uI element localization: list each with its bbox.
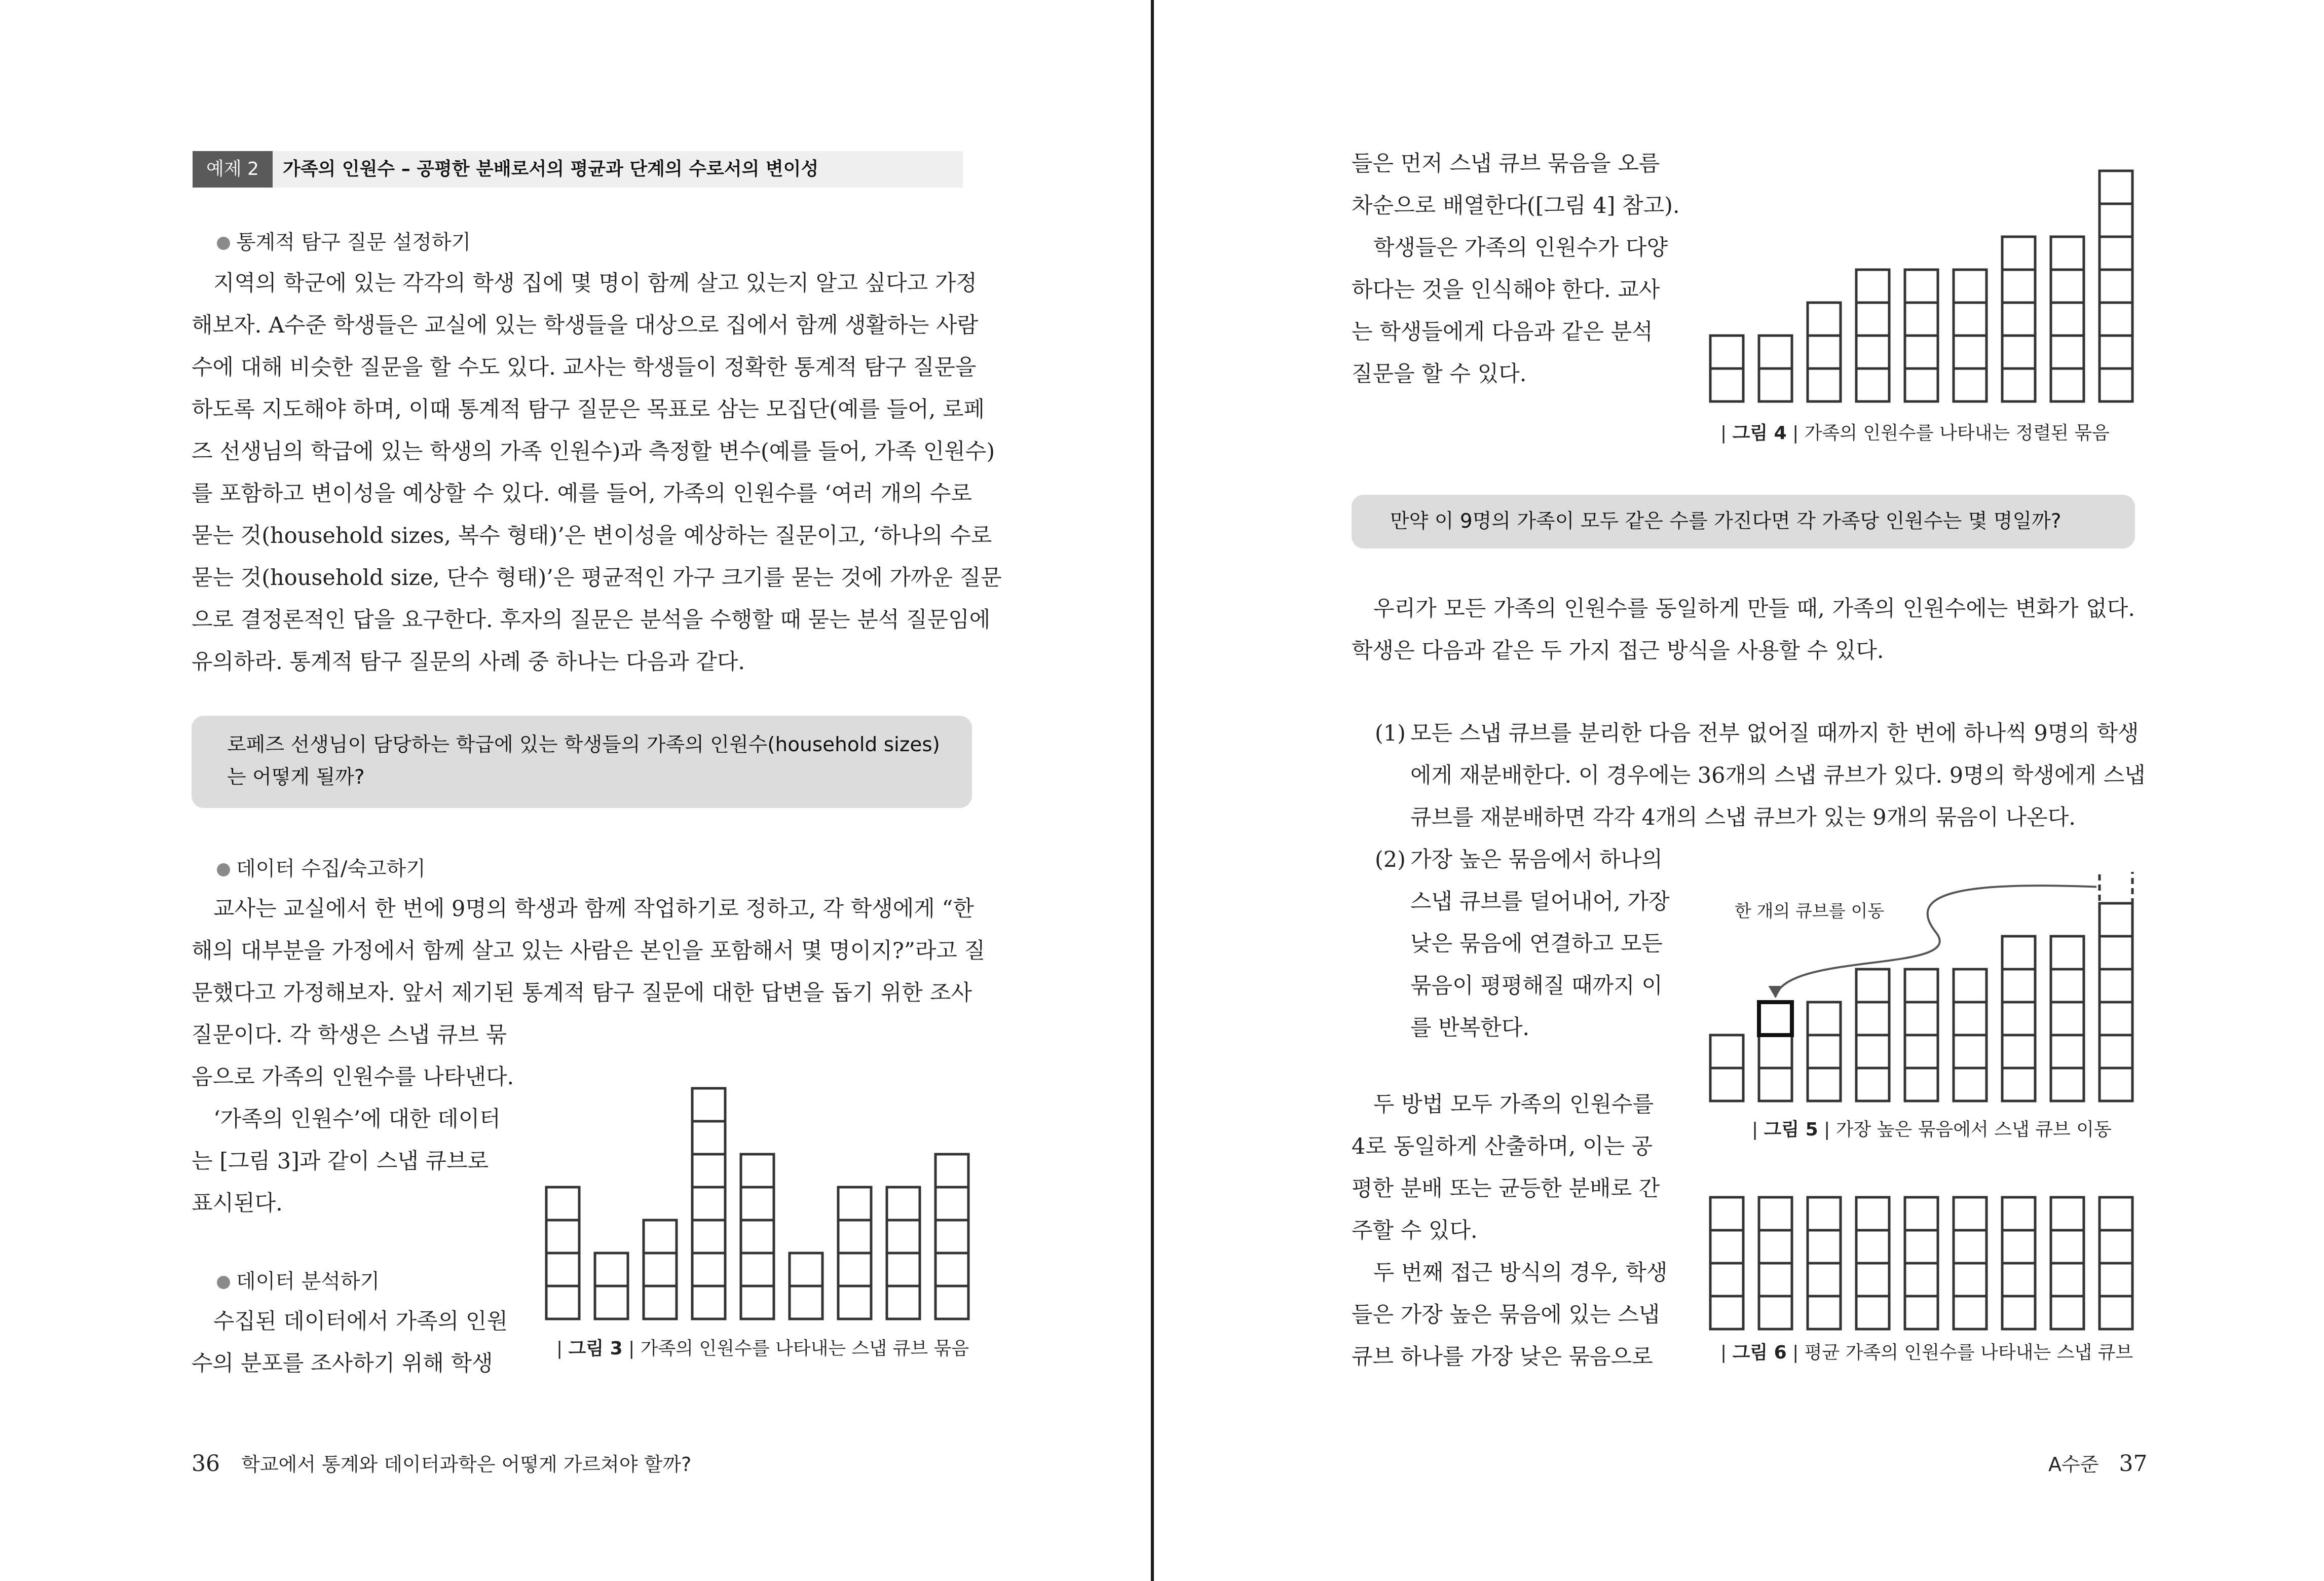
list-item-marker: (1) bbox=[1375, 721, 1406, 746]
snap-cube bbox=[1759, 1197, 1792, 1230]
page-number: 36 bbox=[192, 1451, 220, 1477]
bullet-icon bbox=[217, 1276, 230, 1289]
section-heading-question bbox=[217, 228, 471, 256]
snap-cube bbox=[2051, 1068, 2084, 1101]
snap-cube bbox=[838, 1220, 871, 1253]
snap-cube bbox=[1905, 270, 1938, 303]
snap-cube bbox=[1808, 303, 1841, 336]
text-line: 들은 가장 높은 묶음에 있는 스냅 bbox=[1352, 1302, 1660, 1328]
snap-cube bbox=[2100, 270, 2132, 303]
section-heading-text: 데이터 수집/숙고하기 bbox=[236, 857, 426, 880]
figure-caption-text: 가장 높은 묶음에서 스냅 큐브 이동 bbox=[1835, 1119, 2112, 1140]
snap-cube bbox=[595, 1286, 628, 1319]
paragraph-bottom bbox=[1352, 1084, 1676, 1378]
level-label: A수준 bbox=[2048, 1453, 2099, 1476]
snap-cube bbox=[1954, 270, 1986, 303]
snap-cube bbox=[1954, 369, 1986, 401]
snap-cube bbox=[2002, 237, 2035, 270]
snap-cube bbox=[546, 1187, 579, 1220]
paragraph-collect bbox=[192, 888, 986, 1014]
snap-cube bbox=[935, 1154, 968, 1187]
snap-cube bbox=[1954, 1035, 1986, 1068]
snap-cube bbox=[1954, 336, 1986, 369]
text-line: 음으로 가족의 인원수를 나타낸다. bbox=[192, 1064, 514, 1090]
text-line: 표시된다. bbox=[192, 1191, 283, 1216]
text-line: 낮은 묶음에 연결하고 모든 bbox=[1410, 931, 1663, 957]
snap-cube bbox=[2051, 1263, 2084, 1296]
figure-label: 그림 6 bbox=[1732, 1342, 1787, 1363]
text-line: 는 학생들에게 다음과 같은 분석 bbox=[1352, 319, 1653, 345]
snap-cube bbox=[2100, 1263, 2132, 1296]
snap-cube bbox=[1856, 303, 1889, 336]
snap-cube bbox=[1905, 1296, 1938, 1329]
figure-label: 그림 4 bbox=[1732, 423, 1787, 444]
text-line: 우리가 모든 가족의 인원수를 동일하게 만들 때, 가족의 인원수에는 변화가 없다. bbox=[1373, 596, 2135, 621]
snap-cube bbox=[2100, 1230, 2132, 1263]
snap-cube bbox=[546, 1253, 579, 1286]
page-number: 37 bbox=[2119, 1451, 2148, 1477]
snap-cube bbox=[692, 1286, 725, 1319]
section-heading-analyze bbox=[217, 1267, 380, 1296]
snap-cube bbox=[741, 1220, 774, 1253]
snap-cube bbox=[2002, 1035, 2035, 1068]
text-line: 수집된 데이터에서 가족의 인원 bbox=[213, 1309, 508, 1334]
snap-cube bbox=[2051, 1002, 2084, 1035]
snap-cube bbox=[2002, 1068, 2035, 1101]
snap-cube bbox=[2051, 936, 2084, 969]
running-title: 학교에서 통계와 데이터과학은 어떻게 가르쳐야 할까? bbox=[241, 1453, 692, 1476]
snap-cube bbox=[1759, 1068, 1792, 1101]
bullet-icon bbox=[217, 863, 230, 876]
text-line: 모든 스냅 큐브를 분리한 다음 전부 없어질 때까지 한 번에 하나씩 9명의 학생 bbox=[1410, 721, 2139, 746]
snap-cube bbox=[2002, 369, 2035, 401]
text-line: 지역의 학군에 있는 각각의 학생 집에 몇 명이 함께 살고 있는지 알고 싶다고 가정 bbox=[213, 271, 977, 296]
snap-cube bbox=[1759, 1035, 1792, 1068]
snap-cube bbox=[644, 1220, 677, 1253]
snap-cube bbox=[1759, 1230, 1792, 1263]
list-item-1 bbox=[1410, 713, 2146, 839]
snap-cube bbox=[2100, 1002, 2132, 1035]
paragraph-intro bbox=[192, 263, 1002, 683]
example-tag: 예제 2 bbox=[193, 151, 273, 188]
snap-cube bbox=[2100, 204, 2132, 237]
question-line: 로페즈 선생님이 담당하는 학급에 있는 학생들의 가족의 인원수(household sizes) bbox=[227, 733, 940, 756]
snap-cube bbox=[2100, 1068, 2132, 1101]
snap-cube bbox=[692, 1121, 725, 1154]
snap-cube bbox=[1759, 336, 1792, 369]
snap-cube bbox=[2002, 1296, 2035, 1329]
snap-cube bbox=[644, 1286, 677, 1319]
snap-cube bbox=[1954, 1296, 1986, 1329]
arrow-head-icon bbox=[1769, 986, 1783, 998]
paragraph-analyze bbox=[192, 1301, 506, 1385]
figure-4-caption: | 그림 4 | 가족의 인원수를 나타내는 정렬된 묶음 bbox=[1720, 423, 2110, 444]
snap-cube bbox=[1954, 969, 1986, 1002]
snap-cube bbox=[2002, 1263, 2035, 1296]
snap-cube bbox=[1905, 1197, 1938, 1230]
snap-cube bbox=[838, 1286, 871, 1319]
snap-cube bbox=[692, 1253, 725, 1286]
figure-5-caption: | 그림 5 | 가장 높은 묶음에서 스냅 큐브 이동 bbox=[1752, 1119, 2112, 1140]
snap-cube bbox=[1808, 1035, 1841, 1068]
bullet-icon bbox=[217, 237, 230, 250]
example-header bbox=[193, 151, 963, 188]
snap-cube bbox=[1856, 369, 1889, 401]
snap-cube bbox=[1905, 303, 1938, 336]
snap-cube bbox=[1954, 1068, 1986, 1101]
snap-cube bbox=[1856, 1002, 1889, 1035]
snap-cube bbox=[741, 1154, 774, 1187]
snap-cube bbox=[1808, 1197, 1841, 1230]
text-line: 큐브를 재분배하면 각각 4개의 스냅 큐브가 있는 9개의 묶음이 나온다. bbox=[1410, 805, 2076, 830]
text-line: 수의 분포를 조사하기 위해 학생 bbox=[192, 1351, 493, 1376]
snap-cube bbox=[887, 1187, 920, 1220]
text-line: 스냅 큐브를 덜어내어, 가장 bbox=[1410, 889, 1670, 914]
snap-cube bbox=[1856, 1035, 1889, 1068]
snap-cube bbox=[1710, 369, 1743, 401]
snap-cube bbox=[741, 1253, 774, 1286]
snap-cube bbox=[1954, 1002, 1986, 1035]
text-line: 문했다고 가정해보자. 앞서 제기된 통계적 탐구 질문에 대한 답변을 돕기 위한 조사 bbox=[192, 980, 972, 1006]
snap-cube bbox=[1856, 1296, 1889, 1329]
figure-caption-text: 가족의 인원수를 나타내는 스냅 큐브 묶음 bbox=[640, 1338, 969, 1359]
text-line: 주할 수 있다. bbox=[1352, 1218, 1478, 1243]
snap-cube bbox=[1954, 1197, 1986, 1230]
snap-cube bbox=[2002, 270, 2035, 303]
snap-cube bbox=[2100, 336, 2132, 369]
paragraph-mid bbox=[1352, 588, 2135, 672]
right-footer bbox=[2048, 1449, 2148, 1477]
snap-cube bbox=[1710, 1296, 1743, 1329]
snap-cube bbox=[1710, 1035, 1743, 1068]
text-line: 4로 동일하게 산출하며, 이는 공 bbox=[1352, 1134, 1653, 1159]
snap-cube bbox=[2051, 1197, 2084, 1230]
snap-cube bbox=[1954, 1230, 1986, 1263]
snap-cube bbox=[1808, 1002, 1841, 1035]
snap-cube bbox=[887, 1253, 920, 1286]
snap-cube bbox=[2100, 303, 2132, 336]
snap-cube bbox=[1759, 1263, 1792, 1296]
text-line: ‘가족의 인원수’에 대한 데이터 bbox=[213, 1107, 501, 1132]
text-line: 평한 분배 또는 균등한 분배로 간 bbox=[1352, 1176, 1660, 1201]
snap-cube bbox=[741, 1187, 774, 1220]
snap-cube bbox=[1759, 1296, 1792, 1329]
text-line: 학생들은 가족의 인원수가 다양 bbox=[1373, 235, 1668, 261]
snap-cube bbox=[935, 1286, 968, 1319]
text-line: 해보자. A수준 학생들은 교실에 있는 학생들을 대상으로 집에서 함께 생활하는 사람 bbox=[192, 313, 979, 338]
snap-cube bbox=[1905, 969, 1938, 1002]
snap-cube bbox=[2051, 1230, 2084, 1263]
snap-cube bbox=[1808, 1068, 1841, 1101]
snap-cube bbox=[692, 1154, 725, 1187]
snap-cube bbox=[2051, 969, 2084, 1002]
question-text bbox=[227, 729, 940, 794]
figure-caption-text: 평균 가족의 인원수를 나타내는 스냅 큐브 bbox=[1804, 1342, 2133, 1363]
text-line: 학생은 다음과 같은 두 가지 접근 방식을 사용할 수 있다. bbox=[1352, 638, 1884, 664]
text-line: 두 번째 접근 방식의 경우, 학생 bbox=[1373, 1260, 1668, 1285]
snap-cube bbox=[1905, 369, 1938, 401]
snap-cube bbox=[838, 1187, 871, 1220]
snap-cube bbox=[2051, 303, 2084, 336]
figure-6-chart bbox=[1706, 1186, 2142, 1333]
snap-cube bbox=[1856, 270, 1889, 303]
text-line: 를 포함하고 변이성을 예상할 수 있다. 예를 들어, 가족의 인원수를 ‘여러 개의 수로 bbox=[192, 481, 972, 506]
snap-cube bbox=[1954, 1263, 1986, 1296]
snap-cube bbox=[692, 1220, 725, 1253]
snap-cube bbox=[1905, 1002, 1938, 1035]
snap-cube bbox=[1905, 1263, 1938, 1296]
snap-cube bbox=[546, 1286, 579, 1319]
snap-cube bbox=[790, 1286, 822, 1319]
snap-cube bbox=[741, 1286, 774, 1319]
snap-cube bbox=[2100, 237, 2132, 270]
text-line: 큐브 하나를 가장 낮은 묶음으로 bbox=[1352, 1344, 1653, 1370]
snap-cube bbox=[1808, 336, 1841, 369]
snap-cube bbox=[2002, 303, 2035, 336]
snap-cube bbox=[1808, 1230, 1841, 1263]
snap-cube bbox=[2002, 936, 2035, 969]
snap-cube bbox=[546, 1220, 579, 1253]
removed-cube-outline bbox=[2100, 872, 2132, 903]
snap-cube bbox=[2002, 1197, 2035, 1230]
right-page bbox=[1154, 0, 2324, 1581]
snap-cube bbox=[1808, 1263, 1841, 1296]
snap-cube bbox=[2100, 171, 2132, 204]
snap-cube bbox=[2100, 936, 2132, 969]
text-line: 으로 결정론적인 답을 요구한다. 후자의 질문은 분석을 수행할 때 묻는 분석 질문임에 bbox=[192, 607, 991, 633]
snap-cube bbox=[887, 1220, 920, 1253]
snap-cube bbox=[935, 1220, 968, 1253]
snap-cube bbox=[1710, 1230, 1743, 1263]
snap-cube bbox=[2002, 1002, 2035, 1035]
list-item-marker: (2) bbox=[1375, 847, 1406, 872]
text-line: 질문이다. 각 학생은 스냅 큐브 묶 bbox=[192, 1022, 507, 1048]
figure-3-caption: | 그림 3 | 가족의 인원수를 나타내는 스냅 큐브 묶음 bbox=[556, 1338, 969, 1359]
left-page bbox=[0, 0, 1151, 1581]
snap-cube bbox=[1856, 1068, 1889, 1101]
figure-4-chart bbox=[1706, 142, 2142, 406]
figure-5-chart bbox=[1706, 872, 2142, 1105]
snap-cube bbox=[2100, 1197, 2132, 1230]
text-line: 교사는 교실에서 한 번에 9명의 학생과 함께 작업하기로 정하고, 각 학생에게 “한 bbox=[213, 896, 974, 922]
snap-cube bbox=[1710, 336, 1743, 369]
section-heading-text: 통계적 탐구 질문 설정하기 bbox=[236, 231, 471, 254]
snap-cube bbox=[2051, 369, 2084, 401]
snap-cube bbox=[1710, 1263, 1743, 1296]
section-heading-collect bbox=[217, 855, 426, 883]
text-line: 즈 선생님의 학급에 있는 학생의 가족 인원수)과 측정할 변수(예를 들어, 가족 인원수) bbox=[192, 439, 995, 464]
snap-cube bbox=[692, 1187, 725, 1220]
snap-cube bbox=[1710, 1197, 1743, 1230]
snap-cube bbox=[1856, 969, 1889, 1002]
text-line: 유의하라. 통계적 탐구 질문의 사례 중 하나는 다음과 같다. bbox=[192, 649, 745, 675]
text-line: 해의 대부분을 가정에서 함께 살고 있는 사람은 본인을 포함해서 몇 명이지?”라고 질 bbox=[192, 938, 986, 964]
text-line: 들은 먼저 스냅 큐브 묶음을 오름 bbox=[1352, 151, 1660, 176]
text-line: 하도록 지도해야 하며, 이때 통계적 탐구 질문은 목표로 삼는 모집단(예를 들어, 로페 bbox=[192, 397, 985, 422]
figure-caption-text: 가족의 인원수를 나타내는 정렬된 묶음 bbox=[1804, 423, 2110, 444]
snap-cube bbox=[2100, 369, 2132, 401]
snap-cube bbox=[1905, 1068, 1938, 1101]
left-footer bbox=[192, 1449, 691, 1477]
section-heading-text: 데이터 분석하기 bbox=[236, 1270, 380, 1293]
snap-cube bbox=[1808, 369, 1841, 401]
snap-cube bbox=[1856, 1230, 1889, 1263]
snap-cube bbox=[2002, 969, 2035, 1002]
snap-cube bbox=[935, 1253, 968, 1286]
snap-cube bbox=[2051, 237, 2084, 270]
text-line: 하다는 것을 인식해야 한다. 교사 bbox=[1352, 277, 1660, 303]
question-line: 는 어떻게 될까? bbox=[227, 766, 365, 789]
example-title: 가족의 인원수 – 공평한 분배로서의 평균과 단계의 수로서의 변이성 bbox=[283, 159, 819, 179]
text-line: 가장 높은 묶음에서 하나의 bbox=[1410, 847, 1663, 872]
figure-5-annotation: 한 개의 큐브를 이동 bbox=[1735, 901, 1885, 922]
text-line: 에게 재분배한다. 이 경우에는 36개의 스냅 큐브가 있다. 9명의 학생에게 스냅 bbox=[1410, 763, 2146, 788]
figure-label: 그림 3 bbox=[568, 1338, 623, 1359]
snap-cube bbox=[838, 1253, 871, 1286]
snap-cube bbox=[887, 1286, 920, 1319]
text-line: 차순으로 배열한다([그림 4] 참고). bbox=[1352, 193, 1680, 218]
snap-cube bbox=[790, 1253, 822, 1286]
snap-cube bbox=[1759, 1002, 1792, 1035]
figure-6-caption: | 그림 6 | 평균 가족의 인원수를 나타내는 스냅 큐브 bbox=[1720, 1342, 2133, 1363]
figure-label: 그림 5 bbox=[1764, 1119, 1818, 1140]
snap-cube bbox=[644, 1253, 677, 1286]
snap-cube bbox=[2002, 1230, 2035, 1263]
snap-cube bbox=[1710, 1068, 1743, 1101]
text-line: 묶음이 평평해질 때까지 이 bbox=[1410, 973, 1663, 999]
text-line: 수에 대해 비슷한 질문을 할 수도 있다. 교사는 학생들이 정확한 통계적 탐구 질문을 bbox=[192, 355, 977, 380]
paragraph-collect-narrow bbox=[192, 1014, 514, 1225]
snap-cube bbox=[2100, 1296, 2132, 1329]
snap-cube bbox=[2051, 336, 2084, 369]
text-line: 두 방법 모두 가족의 인원수를 bbox=[1373, 1092, 1654, 1117]
snap-cube bbox=[1808, 1296, 1841, 1329]
snap-cube bbox=[1856, 1263, 1889, 1296]
text-line: 질문을 할 수 있다. bbox=[1352, 361, 1527, 387]
snap-cube bbox=[2100, 903, 2132, 936]
text-line: 묻는 것(household size, 단수 형태)’은 평균적인 가구 크기를 묻는 것에 가까운 질문 bbox=[192, 565, 1002, 591]
snap-cube bbox=[935, 1187, 968, 1220]
list-item-2 bbox=[1410, 839, 1694, 1049]
snap-cube bbox=[1905, 1035, 1938, 1068]
snap-cube bbox=[595, 1253, 628, 1286]
snap-cube bbox=[2002, 336, 2035, 369]
snap-cube bbox=[1905, 1230, 1938, 1263]
question-text: 만약 이 9명의 가족이 모두 같은 수를 가진다면 각 가족당 인원수는 몇 명일까? bbox=[1390, 510, 2061, 533]
snap-cube bbox=[2051, 1296, 2084, 1329]
question-box bbox=[1352, 495, 2135, 548]
snap-cube bbox=[1759, 369, 1792, 401]
snap-cube bbox=[2051, 1035, 2084, 1068]
snap-cube bbox=[1856, 336, 1889, 369]
paragraph-top bbox=[1352, 143, 1680, 395]
text-line: 를 반복한다. bbox=[1410, 1015, 1530, 1041]
snap-cube bbox=[2100, 1035, 2132, 1068]
snap-cube bbox=[1856, 1197, 1889, 1230]
snap-cube bbox=[1905, 336, 1938, 369]
snap-cube bbox=[2051, 270, 2084, 303]
text-line: 묻는 것(household sizes, 복수 형태)’은 변이성을 예상하는 질문이고, ‘하나의 수로 bbox=[192, 523, 992, 548]
snap-cube bbox=[692, 1088, 725, 1121]
question-box bbox=[192, 716, 972, 808]
snap-cube bbox=[2100, 969, 2132, 1002]
text-line: 는 [그림 3]과 같이 스냅 큐브로 bbox=[192, 1149, 489, 1174]
snap-cube bbox=[1954, 303, 1986, 336]
figure-3-chart bbox=[542, 1054, 978, 1323]
